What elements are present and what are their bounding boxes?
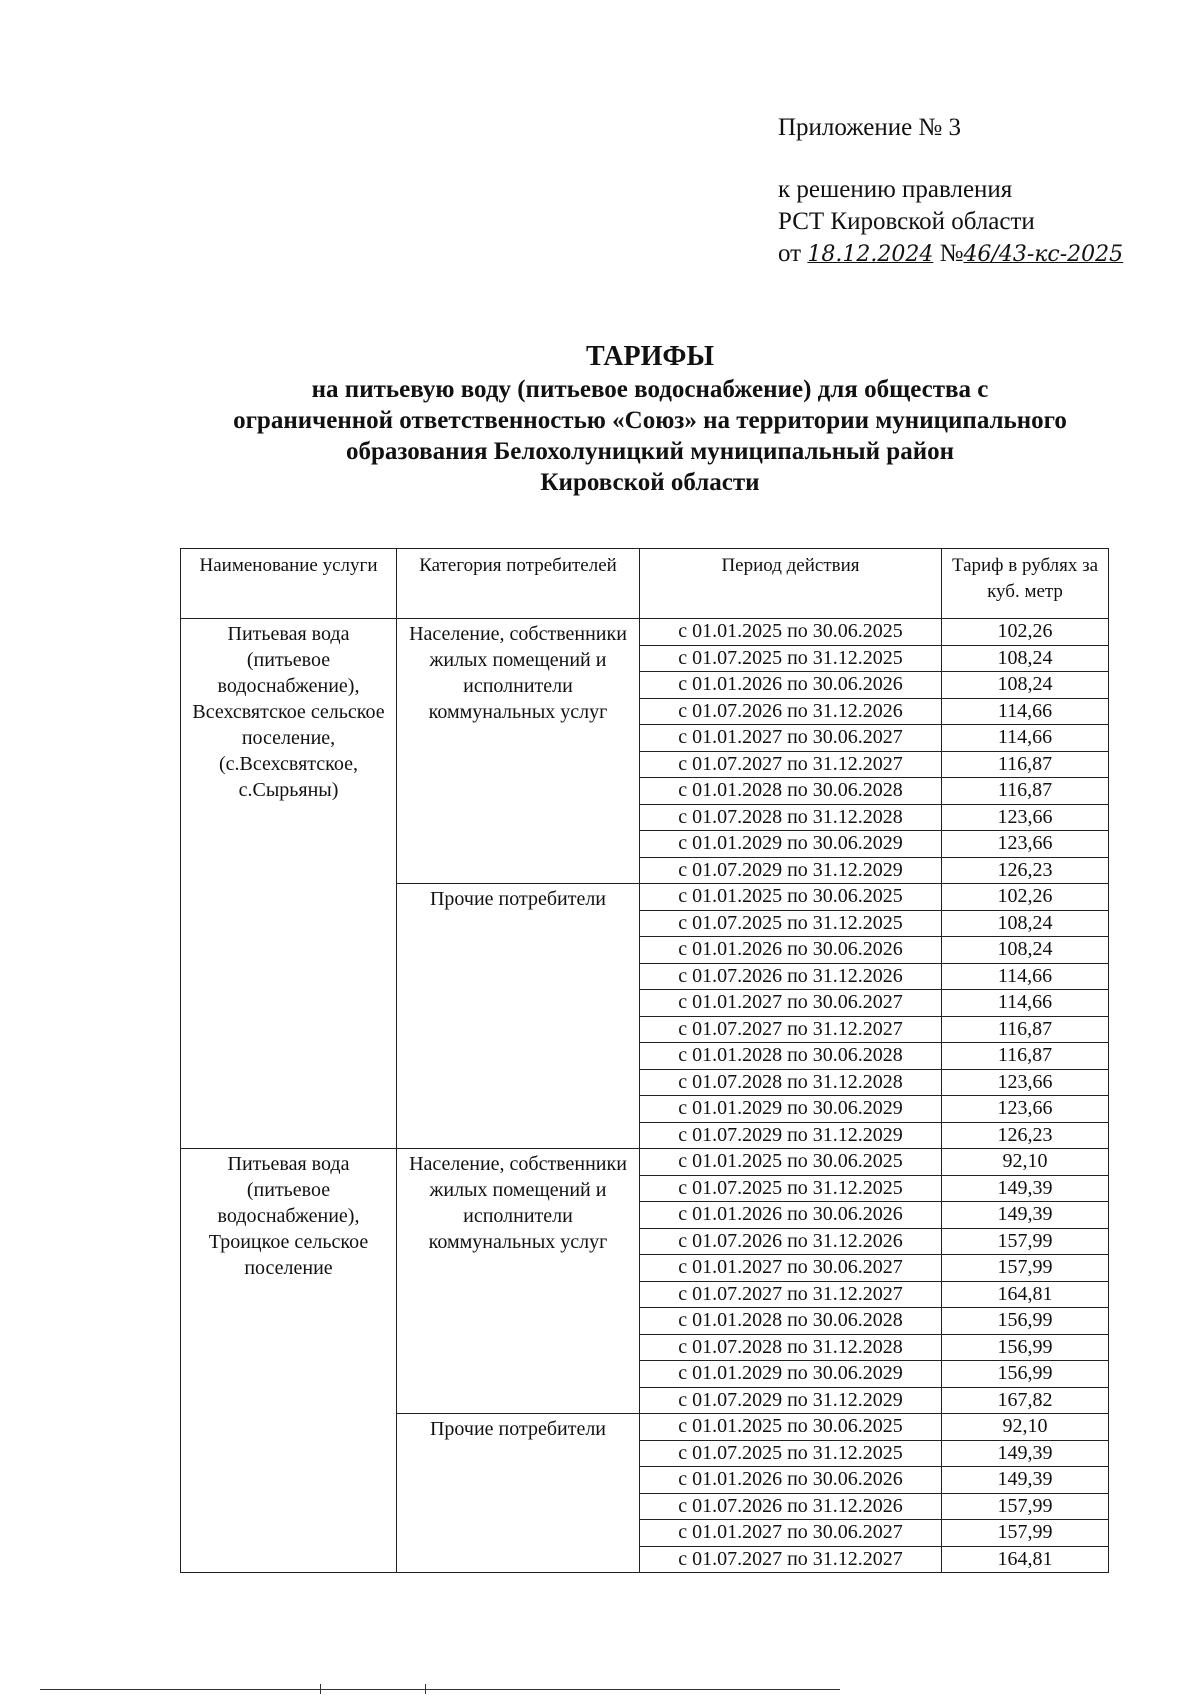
tariff-value-cell: 92,10 [942, 1414, 1109, 1441]
period-cell: с 01.07.2025 по 31.12.2025 [640, 910, 942, 937]
tariff-value-cell: 123,66 [942, 804, 1109, 831]
tariff-value-cell: 108,24 [942, 910, 1109, 937]
consumer-category-cell: Население, собственники жилых помещений и исполнители коммунальных услуг [397, 1149, 640, 1414]
period-cell: с 01.07.2025 по 31.12.2025 [640, 645, 942, 672]
period-cell: с 01.07.2029 по 31.12.2029 [640, 857, 942, 884]
tariff-value-cell: 102,26 [942, 619, 1109, 646]
tariff-value-cell: 156,99 [942, 1334, 1109, 1361]
period-cell: с 01.07.2025 по 31.12.2025 [640, 1440, 942, 1467]
period-cell: с 01.07.2027 по 31.12.2027 [640, 751, 942, 778]
tariff-value-cell: 114,66 [942, 698, 1109, 725]
tariff-value-cell: 157,99 [942, 1520, 1109, 1547]
period-cell: с 01.01.2027 по 30.06.2027 [640, 1255, 942, 1282]
authority-line: РСТ Кировской области [778, 208, 1035, 235]
tariff-value-cell: 157,99 [942, 1255, 1109, 1282]
tariff-value-cell: 167,82 [942, 1387, 1109, 1414]
period-cell: с 01.07.2027 по 31.12.2027 [640, 1281, 942, 1308]
title-line-2: ограниченной ответственностью «Союз» на территории муниципального [233, 407, 1067, 434]
decision-line: к решению правления [778, 176, 1013, 203]
period-cell: с 01.07.2027 по 31.12.2027 [640, 1016, 942, 1043]
period-cell: с 01.07.2026 по 31.12.2026 [640, 698, 942, 725]
tariff-value-cell: 149,39 [942, 1202, 1109, 1229]
footer-tick [425, 1684, 426, 1694]
tariff-value-cell: 102,26 [942, 884, 1109, 911]
tariff-value-cell: 123,66 [942, 1096, 1109, 1123]
tariff-value-cell: 149,39 [942, 1440, 1109, 1467]
tariff-value-cell: 108,24 [942, 645, 1109, 672]
header-period: Период действия [640, 549, 942, 619]
tariff-value-cell: 114,66 [942, 963, 1109, 990]
tariff-value-cell: 157,99 [942, 1228, 1109, 1255]
appendix-title: Приложение № 3 [778, 114, 962, 141]
consumer-category-cell: Прочие потребители [397, 884, 640, 1149]
period-cell: с 01.07.2028 по 31.12.2028 [640, 1334, 942, 1361]
period-cell: с 01.07.2026 по 31.12.2026 [640, 1228, 942, 1255]
period-cell: с 01.01.2027 по 30.06.2027 [640, 725, 942, 752]
tariff-value-cell: 116,87 [942, 1043, 1109, 1070]
tariff-value-cell: 156,99 [942, 1361, 1109, 1388]
tariff-table [180, 548, 1109, 1573]
period-cell: с 01.01.2025 по 30.06.2025 [640, 884, 942, 911]
period-cell: с 01.01.2027 по 30.06.2027 [640, 990, 942, 1017]
period-cell: с 01.07.2027 по 31.12.2027 [640, 1546, 942, 1573]
tariff-value-cell: 164,81 [942, 1281, 1109, 1308]
footer-line [40, 1689, 840, 1690]
period-cell: с 01.01.2029 по 30.06.2029 [640, 1361, 942, 1388]
tariff-value-cell: 114,66 [942, 990, 1109, 1017]
period-cell: с 01.01.2025 по 30.06.2025 [640, 619, 942, 646]
table-row [181, 619, 1109, 646]
period-cell: с 01.01.2028 по 30.06.2028 [640, 1043, 942, 1070]
title-main: ТАРИФЫ [586, 341, 714, 372]
decision-date: 18.12.2024 [807, 242, 934, 267]
period-cell: с 01.07.2028 по 31.12.2028 [640, 1069, 942, 1096]
period-cell: с 01.07.2028 по 31.12.2028 [640, 804, 942, 831]
date-prefix: от [778, 240, 802, 267]
period-cell: с 01.01.2026 по 30.06.2026 [640, 937, 942, 964]
period-cell: с 01.01.2028 по 30.06.2028 [640, 778, 942, 805]
period-cell: с 01.07.2026 по 31.12.2026 [640, 963, 942, 990]
period-cell: с 01.07.2029 по 31.12.2029 [640, 1387, 942, 1414]
tariff-value-cell: 92,10 [942, 1149, 1109, 1176]
period-cell: с 01.07.2026 по 31.12.2026 [640, 1493, 942, 1520]
period-cell: с 01.01.2025 по 30.06.2025 [640, 1414, 942, 1441]
period-cell: с 01.01.2029 по 30.06.2029 [640, 831, 942, 858]
title-line-1: на питьевую воду (питьевое водоснабжение) для общества с [311, 376, 989, 403]
header-tariff: Тариф в рублях за куб. метр [942, 549, 1109, 619]
consumer-category-cell: Прочие потребители [397, 1414, 640, 1573]
tariff-value-cell: 126,23 [942, 857, 1109, 884]
service-name-cell: Питьевая вода (питьевое водоснабжение), Всехсвятское сельское поселение, (с.Всехсвятское, с.Сырьяны) [181, 619, 397, 1149]
document-title [80, 340, 1200, 498]
consumer-category-cell: Население, собственники жилых помещений и исполнители коммунальных услуг [397, 619, 640, 884]
tariff-value-cell: 164,81 [942, 1546, 1109, 1573]
number-prefix: № [939, 240, 964, 267]
tariff-value-cell: 157,99 [942, 1493, 1109, 1520]
tariff-value-cell: 116,87 [942, 778, 1109, 805]
period-cell: с 01.01.2026 по 30.06.2026 [640, 1467, 942, 1494]
period-cell: с 01.01.2028 по 30.06.2028 [640, 1308, 942, 1335]
tariff-value-cell: 108,24 [942, 937, 1109, 964]
header-service: Наименование услуги [181, 549, 397, 619]
tariff-value-cell: 123,66 [942, 831, 1109, 858]
tariff-value-cell: 108,24 [942, 672, 1109, 699]
tariff-value-cell: 149,39 [942, 1175, 1109, 1202]
decision-number: 46/43-кс-2025 [963, 242, 1124, 267]
tariff-value-cell: 116,87 [942, 1016, 1109, 1043]
title-line-4: Кировской области [540, 469, 760, 496]
period-cell: с 01.07.2029 по 31.12.2029 [640, 1122, 942, 1149]
title-line-3: образования Белохолуницкий муниципальный район [345, 438, 955, 465]
appendix-block [778, 112, 1123, 271]
tariff-value-cell: 116,87 [942, 751, 1109, 778]
period-cell: с 01.01.2026 по 30.06.2026 [640, 1202, 942, 1229]
period-cell: с 01.01.2026 по 30.06.2026 [640, 672, 942, 699]
tariff-value-cell: 114,66 [942, 725, 1109, 752]
table-row [181, 1149, 1109, 1176]
table-header-row [181, 549, 1109, 619]
period-cell: с 01.07.2025 по 31.12.2025 [640, 1175, 942, 1202]
period-cell: с 01.01.2025 по 30.06.2025 [640, 1149, 942, 1176]
period-cell: с 01.01.2029 по 30.06.2029 [640, 1096, 942, 1123]
service-name-cell: Питьевая вода (питьевое водоснабжение), Троицкое сельское поселение [181, 1149, 397, 1573]
tariff-value-cell: 123,66 [942, 1069, 1109, 1096]
date-number-line [778, 238, 1123, 271]
header-category: Категория потребителей [397, 549, 640, 619]
tariff-value-cell: 126,23 [942, 1122, 1109, 1149]
tariff-value-cell: 149,39 [942, 1467, 1109, 1494]
tariff-value-cell: 156,99 [942, 1308, 1109, 1335]
period-cell: с 01.01.2027 по 30.06.2027 [640, 1520, 942, 1547]
tariff-table-body [181, 619, 1109, 1573]
footer-tick [320, 1684, 321, 1694]
